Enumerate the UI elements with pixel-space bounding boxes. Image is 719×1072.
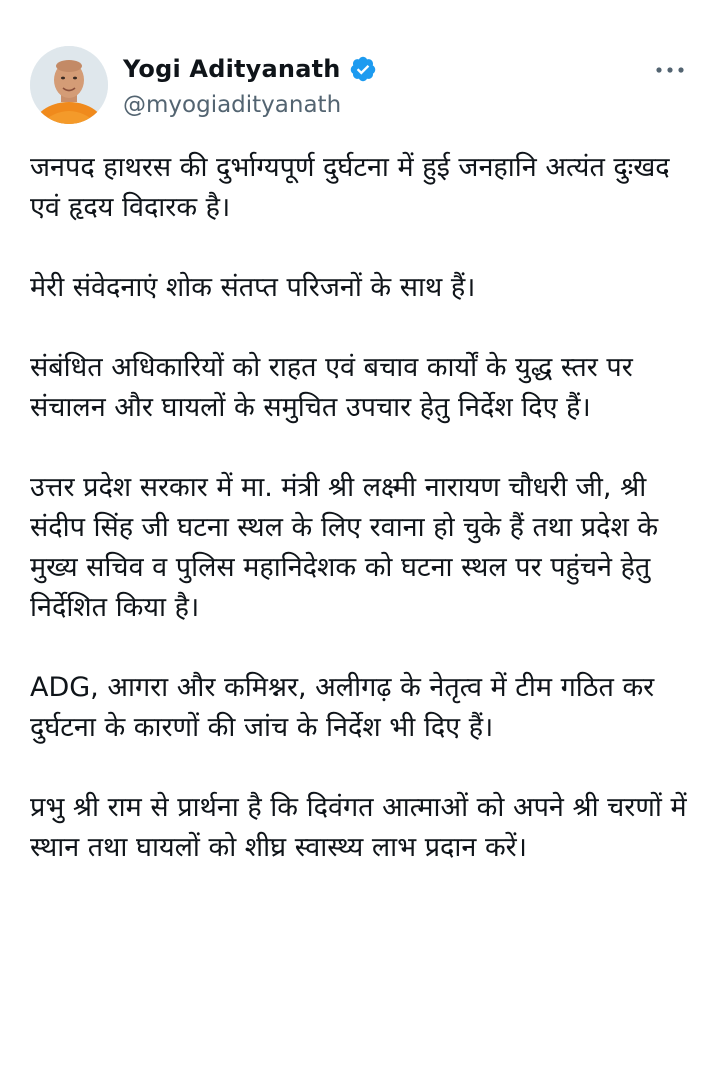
tweet-paragraph: संबंधित अधिकारियों को राहत एवं बचाव कार्यों के युद्ध स्तर पर संचालन और घायलों के समुचित उपचार हेतु निर्देश दिए हैं। — [30, 352, 633, 423]
avatar[interactable] — [30, 46, 108, 124]
more-options-icon[interactable] — [654, 60, 686, 80]
tweet-paragraph: मेरी संवेदनाएं शोक संतप्त परिजनों के साथ हैं। — [30, 272, 476, 303]
verified-badge-icon — [349, 55, 377, 83]
tweet-paragraph: उत्तर प्रदेश सरकार में मा. मंत्री श्री लक्ष्मी नारायण चौधरी जी, श्री संदीप सिंह जी घटना स्थल के लिए रवाना हो चुके हैं तथा प्रदेश के मुख्य सचिव व पुलिस महानिदेशक को घटना स्थल पर पहुंचने हेतु निर्देशित किया है। — [30, 472, 659, 623]
tweet-paragraph: जनपद हाथरस की दुर्भाग्यपूर्ण दुर्घटना में हुई जनहानि अत्यंत दुःखद एवं हृदय विदारक है। — [30, 152, 670, 223]
tweet-paragraph: प्रभु श्री राम से प्रार्थना है कि दिवंगत आत्माओं को अपने श्री चरणों में स्थान तथा घायलों को शीघ्र स्वास्थ्य लाभ प्रदान करें। — [30, 792, 687, 863]
tweet-paragraph: ADG, आगरा और कमिश्नर, अलीगढ़ के नेतृत्व में टीम गठित कर दुर्घटना के कारणों की जांच के निर्देश भी दिए हैं। — [30, 672, 655, 743]
author-name-row[interactable] — [123, 52, 377, 86]
display-name[interactable]: Yogi Adityanath — [123, 55, 341, 83]
tweet-text — [30, 148, 690, 868]
author-handle[interactable]: @myogiadityanath — [123, 92, 342, 118]
avatar-photo — [30, 46, 108, 124]
tweet-header — [30, 46, 690, 128]
